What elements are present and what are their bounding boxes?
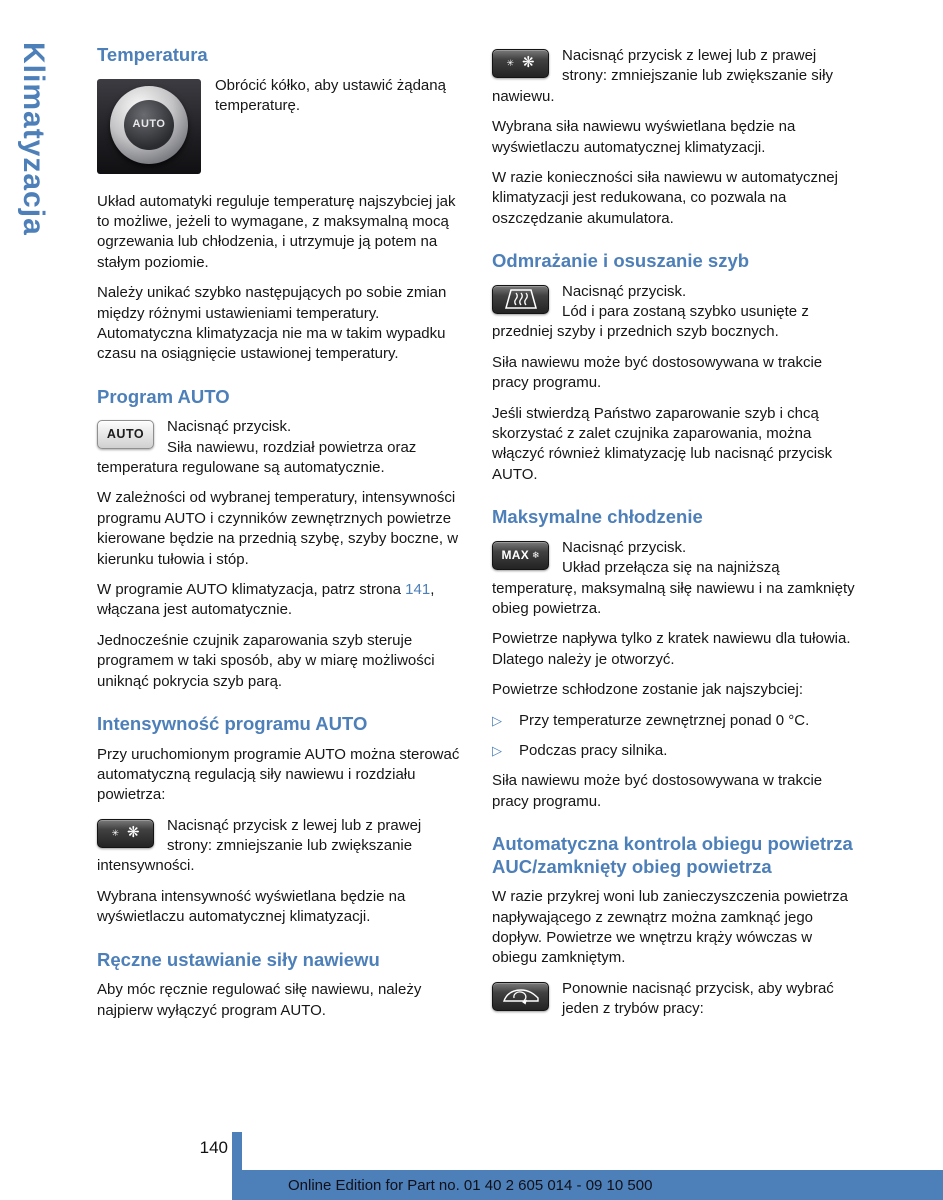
temperature-knob-block [97,76,465,182]
instruction-text: Nacisnąć przycisk z lewej lub z prawej strony: zmniejszanie lub zwiększanie intensywności. [97,816,422,875]
recirculation-button-icon [492,982,549,1011]
instruction-text: Układ przełącza się na najniższą temperaturę, maksymalną siłę nawiewu i na zamknięty obieg powietrza. [492,559,855,617]
defrost-button-icon [492,285,549,314]
fan-speed-block [492,46,860,107]
paragraph: Przy uruchomionym programie AUTO można sterować automatyczną regulacją siły nawiewu i rozdziału powietrza: [97,745,460,804]
paragraph: Powietrze napływa tylko z kratek nawiewu dla tułowia. Dlatego należy je otworzyć. [492,630,851,668]
section-title-intensywnosc: Intensywność programu AUTO [97,712,368,734]
bullet-triangle-icon: ▷ [492,742,502,758]
left-column [97,44,465,1031]
windshield-defrost-icon [502,288,540,310]
footer-band [242,1170,943,1200]
instruction-text: Nacisnąć przycisk z lewej lub z prawej strony: zmniejszanie lub zwiększanie siły nawiewu. [492,47,833,105]
fan-button-icon [492,49,549,78]
knob-face [124,100,174,150]
auto-button-label: AUTO [106,427,145,442]
paragraph: Siła nawiewu może być dostosowywana w trakcie pracy programu. [492,353,823,392]
max-cooling-button-icon [492,541,549,570]
bullet-item [492,711,860,731]
fan-increase-icon: ❋ [521,54,535,72]
recirculation-block [492,979,860,1020]
auto-button-block [97,417,465,478]
paragraph: Wybrana intensywność wyświetlana będzie na wyświetlaczu automatycznej klimatyzacji. [97,887,406,926]
instruction-text: Ponownie nacisnąć przycisk, aby wybrać jeden z trybów pracy: [562,979,834,1018]
temperature-knob-image [97,79,201,174]
chapter-tab: Klimatyzacja [17,42,50,236]
paragraph: Aby móc ręcznie regulować siłę nawiewu, należy najpierw wyłączyć program AUTO. [97,981,422,1019]
bullet-item [492,741,860,761]
text-segment: , włączana jest automatycznie. [97,580,435,619]
fan-intensity-block [97,816,465,877]
bullet-triangle-icon: ▷ [492,712,502,728]
page-reference-link[interactable]: 141 [405,580,431,598]
paragraph-with-link [97,580,465,621]
instruction-text: Nacisnąć przycisk. [167,418,292,436]
bullet-text: Podczas pracy silnika. [519,741,668,759]
text-segment: W programie AUTO klimatyzacja, patrz strona [97,580,406,598]
knob-instruction-text: Obrócić kółko, aby ustawić żądaną temperaturę. [215,76,446,114]
snowflake-icon: ❄ [532,550,540,561]
right-column [492,44,860,1030]
max-cooling-block [492,538,860,620]
section-title-max: Maksymalne chłodzenie [492,506,703,528]
paragraph: W zależności od wybranej temperatury, intensywności programu AUTO i czynników zewnętrznych powietrze kierowane będzie na przednią szybę, szyby boczne, w kierunku tułowia i stóp. [97,489,459,568]
fan-button-icon [97,819,154,848]
paragraph: Powietrze schłodzone zostanie jak najszybciej: [492,681,803,699]
instruction-text: Siła nawiewu, rozdział powietrza oraz temperatura regulowane są automatycznie. [97,438,417,477]
bullet-text: Przy temperaturze zewnętrznej ponad 0 °C. [519,711,810,729]
section-title-auc: Automatyczna kontrola obiegu powietrza AUC/zamknięty obieg powietrza [492,833,853,877]
footer-accent-bar [232,1132,242,1200]
section-title-odmrazanie: Odmrażanie i osuszanie szyb [492,250,750,272]
paragraph: Siła nawiewu może być dostosowywana w trakcie pracy programu. [492,772,823,810]
section-title-reczne: Ręczne ustawianie siły nawiewu [97,948,380,970]
auto-button-icon [97,420,154,449]
instruction-text: Nacisnąć przycisk. [562,282,687,300]
instruction-text: Nacisnąć przycisk. [562,538,687,556]
paragraph: Jeśli stwierdzą Państwo zaparowanie szyb i chcą skorzystać z zalet czujnika zaparowania, można włączyć również klimatyzację lub nacisnąć przycisk AUTO. [492,404,833,483]
max-button-label: MAX [501,548,530,563]
knob-ring [110,86,188,164]
paragraph: Układ automatyki reguluje temperaturę najszybciej jak to możliwe, jeżeli to wymagane, z maksymalną mocą ogrzewania lub chłodzenia, i utrzymuje ją potem na stałym poziomie. [97,192,456,271]
paragraph: W razie przykrej woni lub zanieczyszczenia powietrza napływającego z zewnątrz można zamknąć jego dopływ. Powietrze we wnętrzu krąży wówczas w obiegu zamkniętym. [492,888,848,967]
car-recirculation-icon [501,985,541,1007]
page-number: 140 [199,1138,228,1157]
paragraph: Wybrana siła nawiewu wyświetlana będzie na wyświetlaczu automatycznej klimatyzacji. [492,118,796,156]
paragraph: Jednocześnie czujnik zaparowania szyb steruje programem w taki sposób, aby w miarę możliwości uniknąć pokrycia szyb parą. [97,631,435,690]
instruction-text: Lód i para zostaną szybko usunięte z przedniej szyby i przednich szyb bocznych. [492,303,809,341]
section-title-temperatura: Temperatura [97,44,208,65]
fan-decrease-icon: ✳ [111,828,119,839]
knob-auto-label: AUTO [132,118,166,131]
defrost-block [492,282,860,343]
fan-increase-icon: ❋ [126,823,140,841]
edition-text: Online Edition for Part no. 01 40 2 605 014 - 09 10 500 [288,1176,653,1194]
paragraph: Należy unikać szybko następujących po sobie zmian między różnymi ustawieniami temperatury. Automatyczna klimatyzacja nie ma w takim wypadku czasu na osiągnięcie ustawionej temperatury. [97,284,447,363]
fan-decrease-icon: ✳ [506,58,514,69]
section-title-program-auto: Program AUTO [97,385,230,407]
paragraph: W razie konieczności siła nawiewu w automatycznej klimatyzacji jest redukowana, co pozwala na oszczędzanie akumulatora. [492,168,838,227]
